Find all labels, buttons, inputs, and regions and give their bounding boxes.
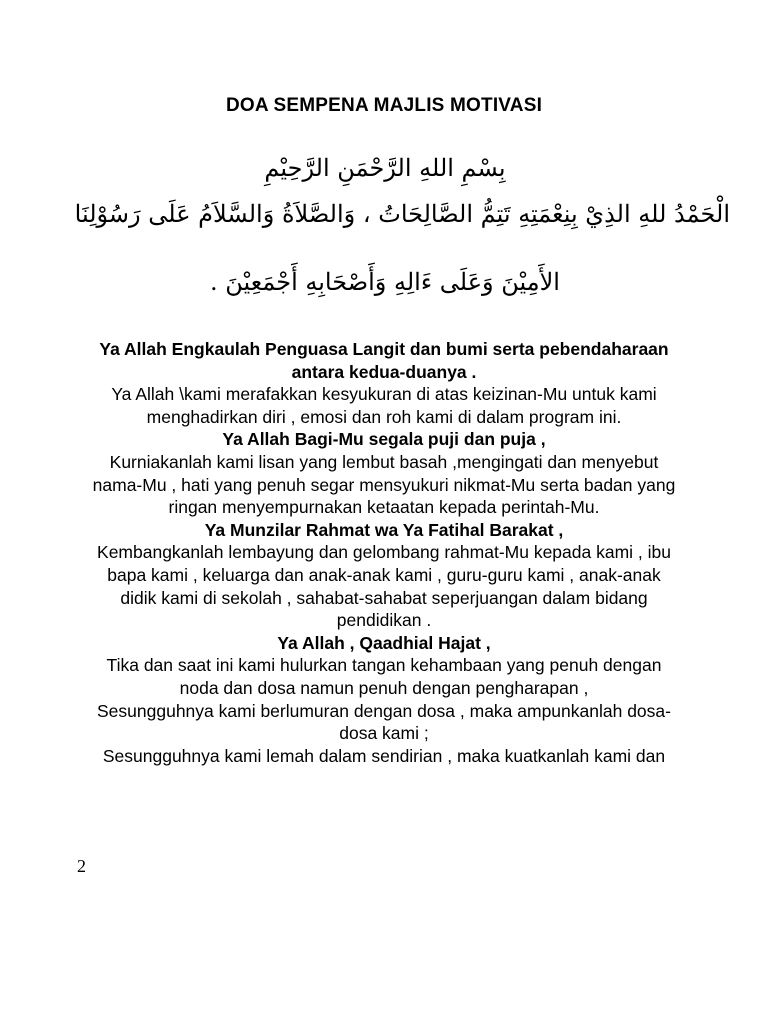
prayer-paragraph <box>64 654 704 767</box>
text-line: Kurniakanlah kami lisan yang lembut basah ,mengingati dan menyebut <box>109 451 659 472</box>
text-line: Ya Allah Engkaulah Penguasa Langit dan bumi serta pebendaharaan <box>99 339 669 359</box>
document-title: DOA SEMPENA MAJLIS MOTIVASI <box>225 95 543 116</box>
prayer-body <box>64 338 704 767</box>
text-line: didik kami di sekolah , sahabat-sahabat seperjuangan dalam bidang <box>120 587 648 608</box>
text-line: Ya Allah \kami merafakkan kesyukuran di atas keizinan-Mu untuk kami <box>111 384 657 405</box>
arabic-praise-line-1: الْحَمْدُ للهِ الذِيْ بِنِعْمَتِهِ تَتِمُّ الصَّالِحَاتُ ، وَالصَّلاَةُ وَالسَّلاَمُ عَلَى رَسُوْلِنَا <box>74 200 730 228</box>
text-line: dosa kami ; <box>339 723 429 744</box>
text-line: pendidikan . <box>336 610 432 631</box>
text-line: nama-Mu , hati yang penuh segar mensyukuri nikmat-Mu serta badan yang <box>92 474 676 495</box>
text-line: Ya Allah , Qaadhial Hajat , <box>277 632 491 653</box>
text-line: ringan menyempurnakan ketaatan kepada perintah-Mu. <box>168 497 600 518</box>
text-line: Ya Munzilar Rahmat wa Ya Fatihal Barakat , <box>204 519 564 540</box>
text-line: Sesungguhnya kami berlumuran dengan dosa , maka ampunkanlah dosa- <box>97 700 671 721</box>
prayer-paragraph <box>64 451 704 519</box>
text-line: bapa kami , keluarga dan anak-anak kami , guru-guru kami , anak-anak <box>107 564 661 585</box>
arabic-bismillah: بِسْمِ اللهِ الرَّحْمَنِ الرَّحِيْمِ <box>264 154 506 182</box>
prayer-invocation-heading <box>64 632 704 655</box>
prayer-paragraph <box>64 383 704 428</box>
prayer-invocation-heading <box>64 338 704 383</box>
prayer-invocation-heading <box>64 428 704 451</box>
text-line: menghadirkan diri , emosi dan roh kami di dalam program ini. <box>146 406 622 427</box>
arabic-praise-line-2: الأَمِيْنَ وَعَلَى ءَالِهِ وَأَصْحَابِهِ أَجْمَعِيْنَ . <box>210 268 560 296</box>
prayer-invocation-heading <box>64 519 704 542</box>
text-line: Tika dan saat ini kami hulurkan tangan kehambaan yang penuh dengan <box>106 655 662 676</box>
text-line: Ya Allah Bagi-Mu segala puji dan puja , <box>222 429 546 450</box>
text-line: noda dan dosa namun penuh dengan pengharapan , <box>179 677 589 698</box>
prayer-paragraph <box>64 541 704 631</box>
text-line: Kembangkanlah lembayung dan gelombang rahmat-Mu kepada kami , ibu <box>97 542 671 563</box>
text-line: Sesungguhnya kami lemah dalam sendirian , maka kuatkanlah kami dan <box>102 745 666 766</box>
text-line: antara kedua-duanya . <box>291 361 477 382</box>
page-number: 2 <box>77 856 86 876</box>
